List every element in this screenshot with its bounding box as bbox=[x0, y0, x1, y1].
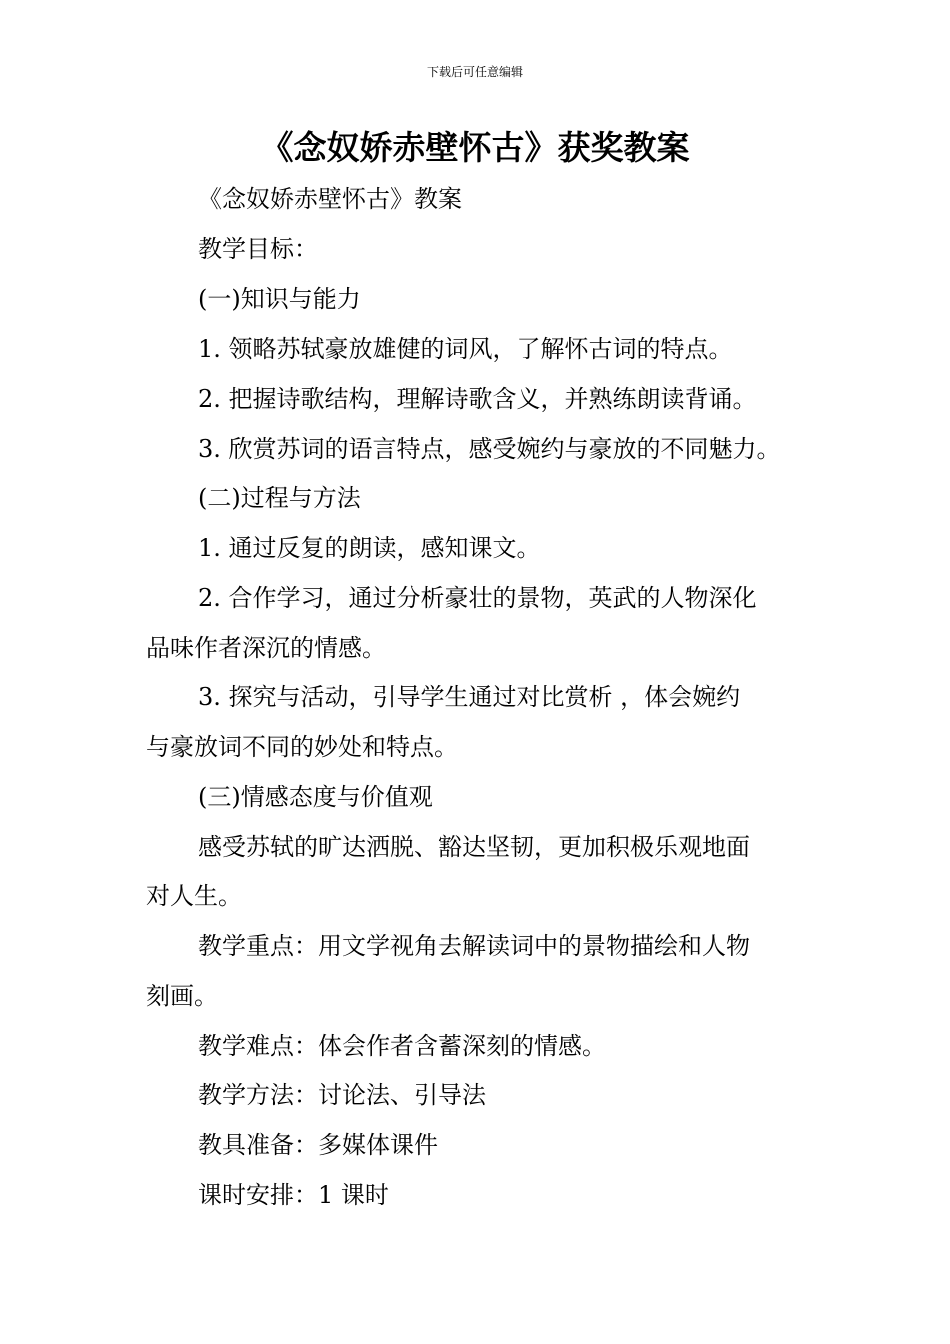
document-title: 《念奴娇赤壁怀古》获奖教案 bbox=[260, 128, 690, 167]
subtitle-line: 《念奴娇赤壁怀古》教案 bbox=[198, 185, 462, 213]
objectives-heading: 教学目标： bbox=[198, 235, 318, 263]
schedule-line: 课时安排：1 课时 bbox=[198, 1181, 389, 1209]
objective-item: 2. 把握诗歌结构，理解诗歌含义，并熟练朗读背诵。 bbox=[198, 385, 757, 413]
process-item: 2. 合作学习，通过分析豪壮的景物，英武的人物深化 bbox=[198, 584, 757, 612]
objective-item: 1. 领略苏轼豪放雄健的词风，了解怀古词的特点。 bbox=[198, 335, 733, 363]
objective-item: 3. 欣赏苏词的语言特点，感受婉约与豪放的不同魅力。 bbox=[198, 435, 781, 463]
section-heading-3: (三)情感态度与价值观 bbox=[198, 783, 433, 811]
method-line: 教学方法：讨论法、引导法 bbox=[198, 1081, 486, 1109]
difficulty-line: 教学难点：体会作者含蓄深刻的情感。 bbox=[198, 1032, 606, 1060]
attitude-paragraph-continued: 对人生。 bbox=[146, 882, 242, 910]
key-point-line-continued: 刻画。 bbox=[146, 982, 218, 1010]
process-item: 3. 探究与活动，引导学生通过对比赏析 ，体会婉约 bbox=[198, 683, 741, 711]
process-item-continued: 与豪放词不同的妙处和特点。 bbox=[146, 733, 458, 761]
tools-line: 教具准备：多媒体课件 bbox=[198, 1131, 438, 1159]
attitude-paragraph: 感受苏轼的旷达洒脱、豁达坚韧，更加积极乐观地面 bbox=[198, 833, 750, 861]
process-item: 1. 通过反复的朗读，感知课文。 bbox=[198, 534, 541, 562]
process-item-continued: 品味作者深沉的情感。 bbox=[146, 634, 386, 662]
key-point-line: 教学重点：用文学视角去解读词中的景物描绘和人物 bbox=[198, 932, 750, 960]
header-note: 下载后可任意编辑 bbox=[426, 65, 523, 79]
section-heading-1: (一)知识与能力 bbox=[198, 285, 361, 313]
section-heading-2: (二)过程与方法 bbox=[198, 484, 361, 512]
